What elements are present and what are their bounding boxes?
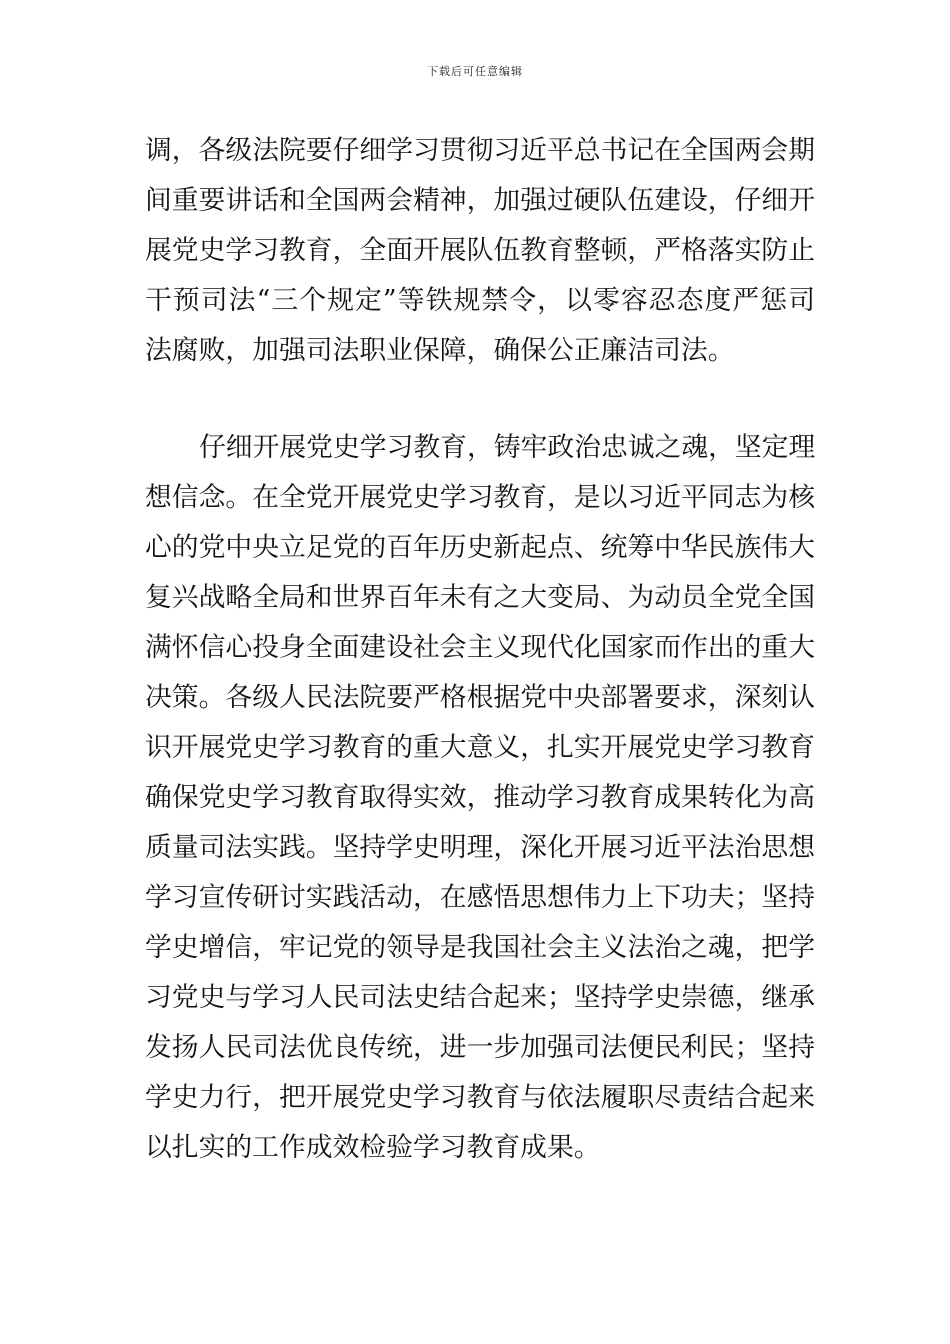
page-header: 下载后可任意编辑 bbox=[427, 65, 523, 78]
paragraph-line: 发扬人民司法优良传统，进一步加强司法便民利民；坚持 bbox=[145, 1032, 815, 1063]
paragraph-line: 确保党史学习教育取得实效，推动学习教育成果转化为高 bbox=[145, 782, 815, 813]
paragraph-line: 仔细开展党史学习教育，铸牢政治忠诚之魂，坚定理 bbox=[199, 432, 815, 463]
paragraph-line: 决策。各级人民法院要严格根据党中央部署要求，深刻认 bbox=[145, 682, 815, 713]
paragraph-line: 心的党中央立足党的百年历史新起点、统筹中华民族伟大 bbox=[145, 532, 815, 563]
paragraph-line: 法腐败，加强司法职业保障，确保公正廉洁司法。 bbox=[145, 335, 735, 366]
paragraph-line: 习党史与学习人民司法史结合起来；坚持学史崇德，继承 bbox=[145, 982, 815, 1013]
paragraph-line: 间重要讲话和全国两会精神，加强过硬队伍建设，仔细开 bbox=[145, 185, 815, 216]
paragraph-line: 学史力行，把开展党史学习教育与依法履职尽责结合起来 bbox=[145, 1082, 815, 1113]
paragraph-line: 展党史学习教育，全面开展队伍教育整顿，严格落实防止 bbox=[145, 235, 815, 266]
paragraph-line: 学史增信，牢记党的领导是我国社会主义法治之魂，把学 bbox=[145, 932, 815, 963]
paragraph-line: 想信念。在全党开展党史学习教育，是以习近平同志为核 bbox=[145, 482, 815, 513]
paragraph-line: 识开展党史学习教育的重大意义，扎实开展党史学习教育 bbox=[145, 732, 815, 763]
paragraph-line: 质量司法实践。坚持学史明理，深化开展习近平法治思想 bbox=[145, 832, 815, 863]
paragraph-line: 满怀信心投身全面建设社会主义现代化国家而作出的重大 bbox=[145, 632, 815, 663]
paragraph-line: 学习宣传研讨实践活动，在感悟思想伟力上下功夫；坚持 bbox=[145, 882, 815, 913]
paragraph-line: 以扎实的工作成效检验学习教育成果。 bbox=[145, 1132, 601, 1163]
paragraph-line: 复兴战略全局和世界百年未有之大变局、为动员全党全国 bbox=[145, 582, 815, 613]
paragraph-line: 调，各级法院要仔细学习贯彻习近平总书记在全国两会期 bbox=[145, 135, 815, 166]
paragraph-line: 干预司法“三个规定”等铁规禁令，以零容忍态度严惩司 bbox=[145, 285, 815, 316]
